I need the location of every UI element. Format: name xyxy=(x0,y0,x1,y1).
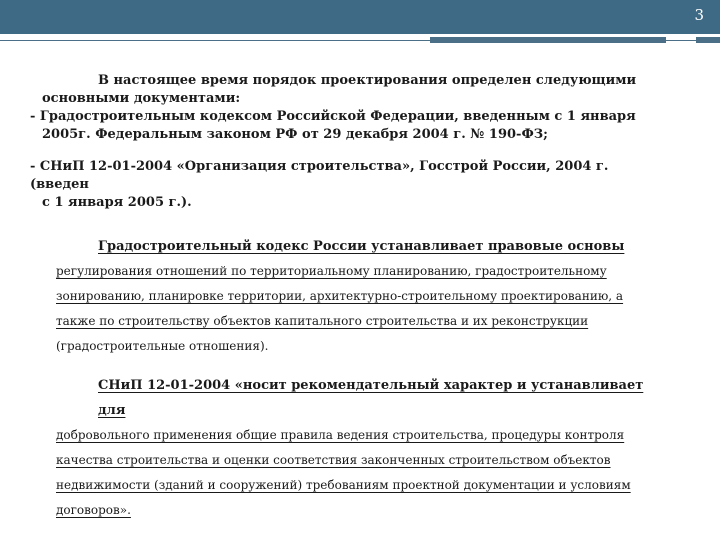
paragraph-snip xyxy=(30,373,670,523)
list-item xyxy=(30,158,670,212)
paragraph-codex-line: (градостроительные отношения). xyxy=(56,339,269,353)
paragraph-codex-line: также по строительству объектов капитального строительства и их реконструкции xyxy=(56,314,589,328)
list-item-line-1: - СНиП 12-01-2004 «Организация строительства», Госстрой России, 2004 г. (введен xyxy=(30,159,609,192)
list-item-line-2: с 1 января 2005 г.). xyxy=(42,195,192,210)
header-rule-accent xyxy=(430,37,666,43)
intro-line-1: В настоящее время порядок проектирования определен следующими xyxy=(98,73,637,88)
slide-body xyxy=(30,72,670,523)
paragraph-snip-line: недвижимости (зданий и сооружений) требованиям проектной документации и условиям xyxy=(56,478,631,492)
paragraph-codex-line: зонированию, планировке территории, архитектурно-строительному проектированию, а xyxy=(56,289,624,303)
list-item-line-1: - Градостроительным кодексом Российской Федерации, введенным с 1 января xyxy=(30,109,636,124)
paragraph-codex-lead: Градостроительный кодекс России устанавливает правовые основы xyxy=(98,239,625,254)
paragraph-snip-line: качества строительства и оценки соответствия законченных строительством объектов xyxy=(56,453,611,467)
page-number: 3 xyxy=(694,6,704,24)
paragraph-snip-line: договоров». xyxy=(56,503,131,517)
list-item-line-2: 2005г. Федеральным законом РФ от 29 декабря 2004 г. № 190-ФЗ; xyxy=(42,127,548,142)
paragraph-snip-lead: СНиП 12-01-2004 «носит рекомендательный характер и устанавливает для xyxy=(98,378,644,418)
paragraph-codex-line: регулирования отношений по территориальному планированию, градостроительному xyxy=(56,264,607,278)
header-bar xyxy=(0,0,720,34)
intro-line-2: основными документами: xyxy=(42,91,241,106)
list-item xyxy=(30,108,670,144)
paragraph-snip-line: добровольного применения общие правила ведения строительства, процедуры контроля xyxy=(56,428,625,442)
header-rule-accent-right xyxy=(696,37,720,43)
paragraph-codex xyxy=(30,234,670,359)
